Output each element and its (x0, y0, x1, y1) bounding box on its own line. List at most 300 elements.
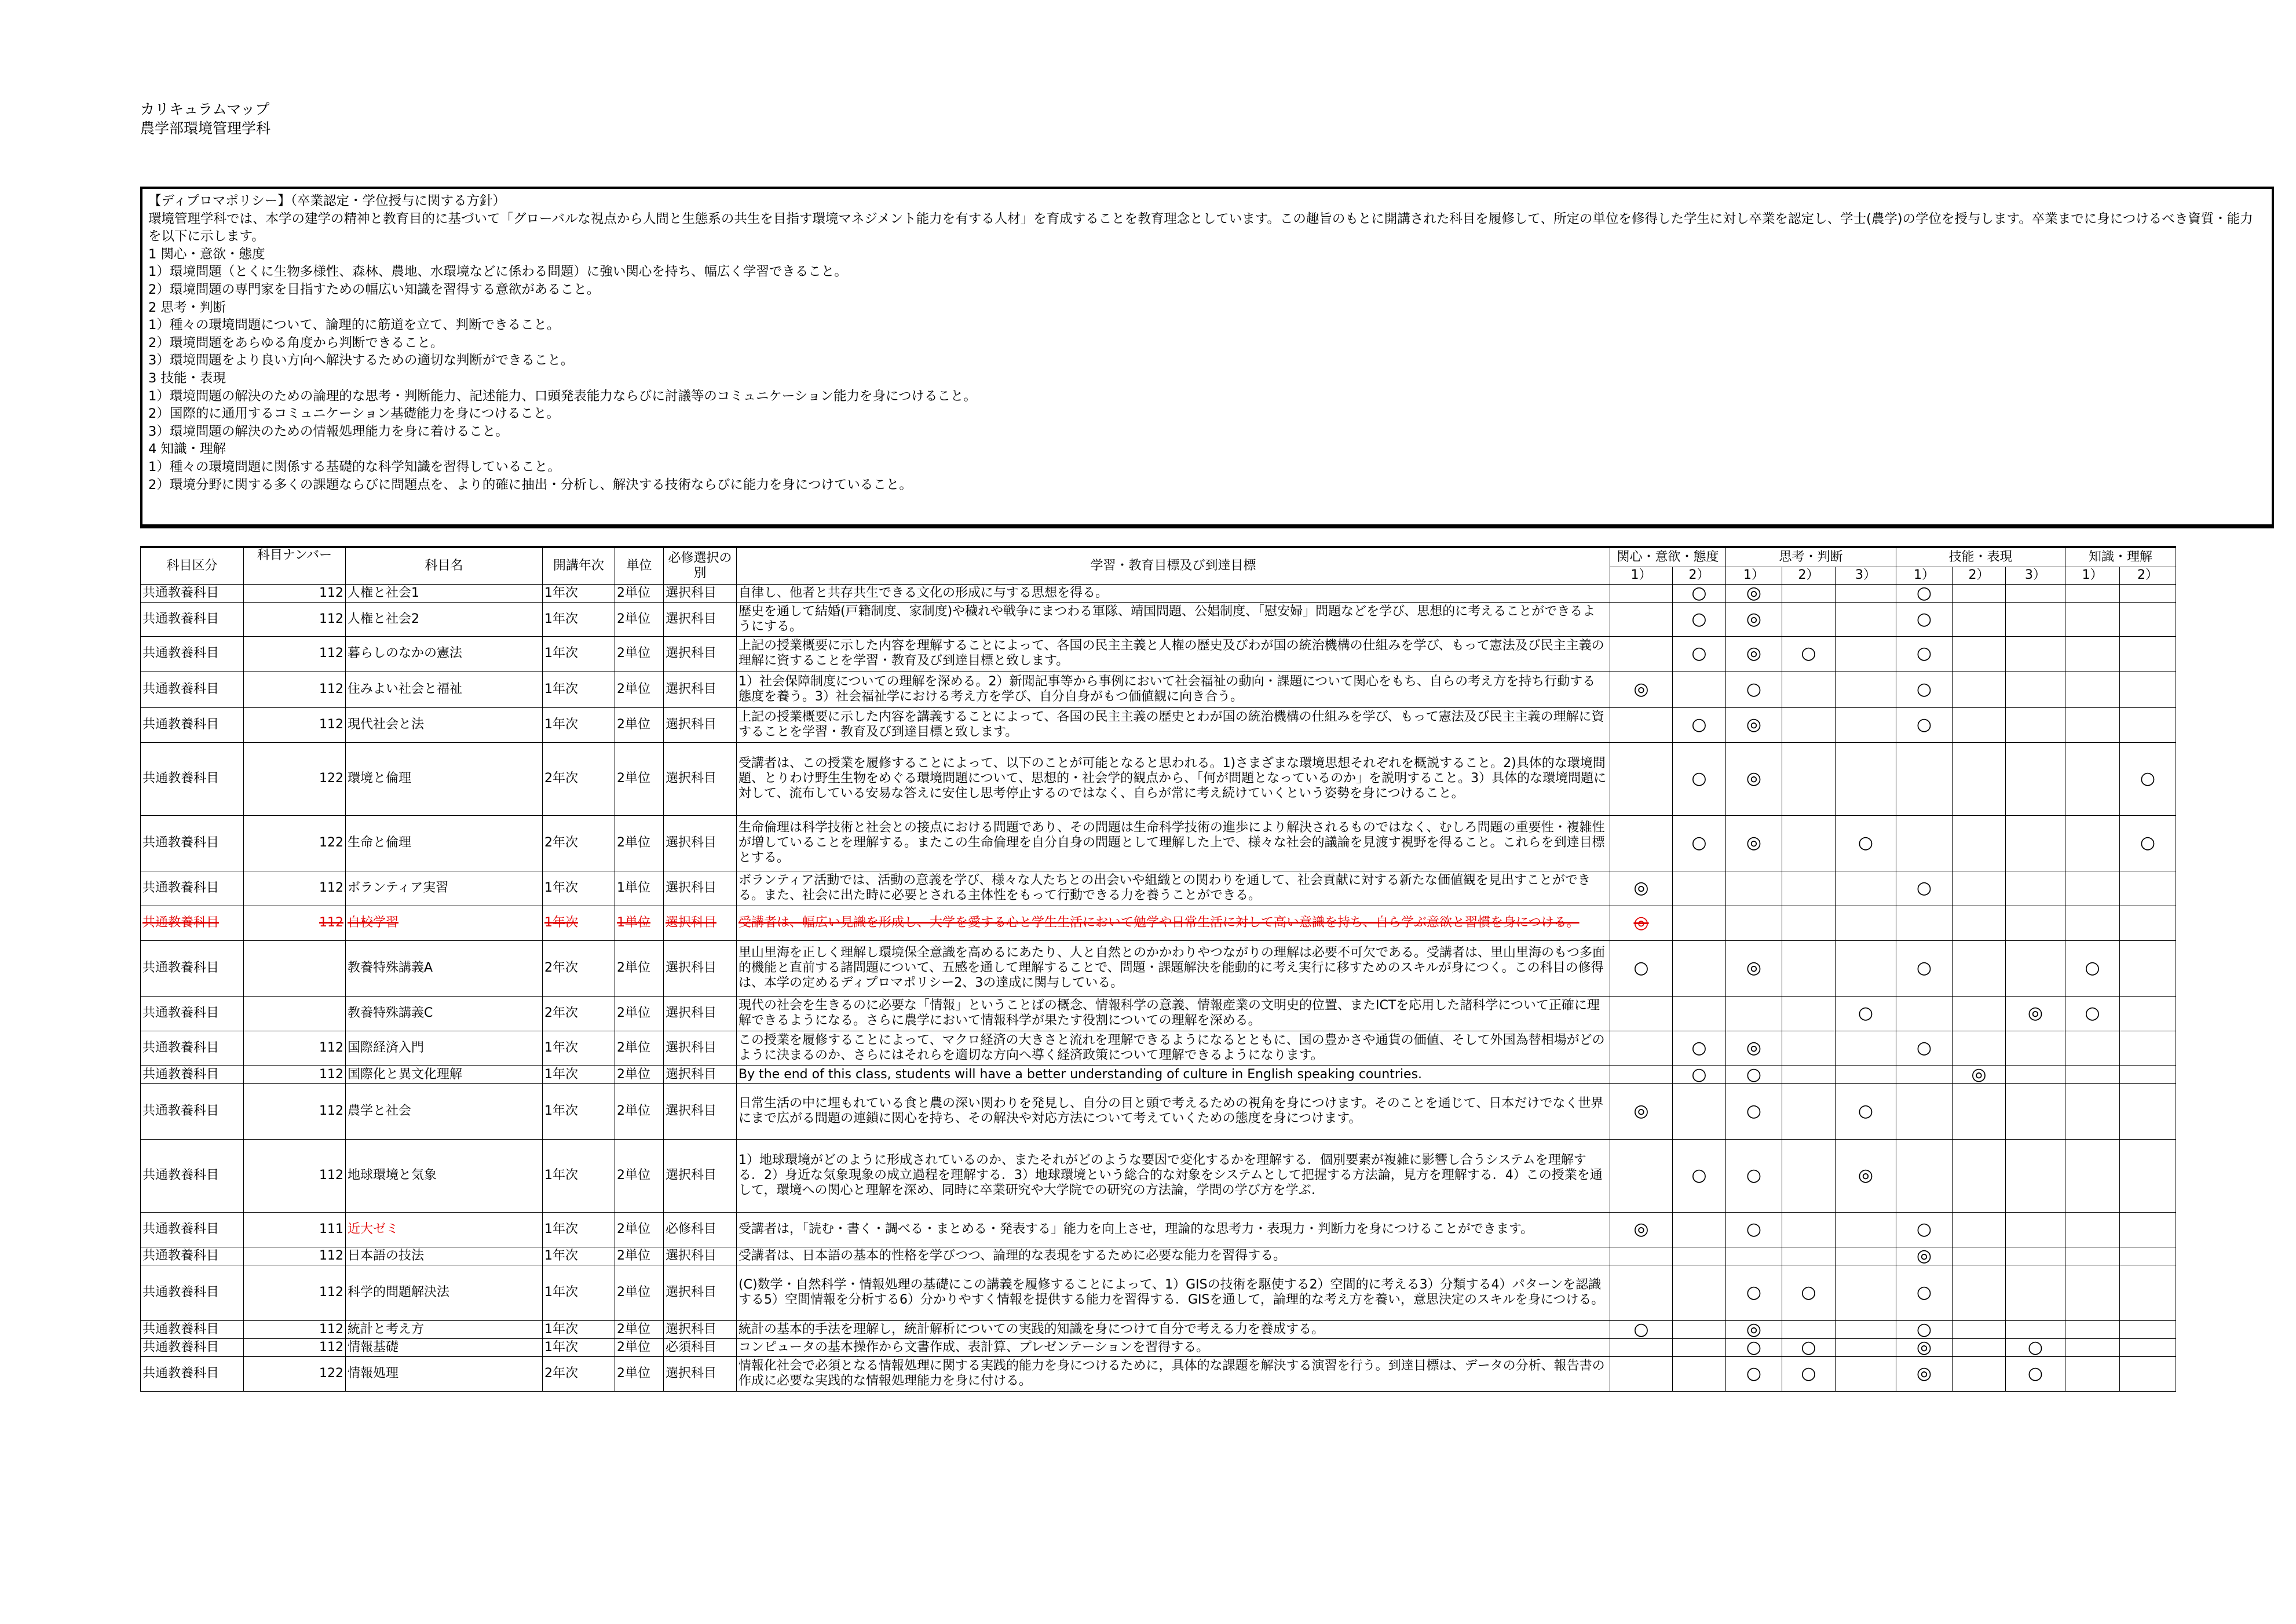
cell-mark (2065, 1065, 2120, 1083)
cell-name: 暮らしのなかの憲法 (346, 636, 543, 671)
header-sub-item: 1） (2065, 567, 2120, 584)
cell-mark (2065, 742, 2120, 815)
cell-mark (2006, 1065, 2065, 1083)
cell-credits: 2単位 (615, 940, 664, 996)
cell-number: 112 (244, 671, 346, 707)
cell-mark: ○ (1896, 636, 1953, 671)
cell-division: 共通教養科目 (141, 707, 244, 742)
policy-line: 1）種々の環境問題に関係する基礎的な科学知識を習得していること。 (148, 459, 561, 475)
cell-mark: ◎ (1726, 584, 1782, 602)
cell-mark (2006, 1083, 2065, 1139)
table-row (141, 1247, 2176, 1265)
cell-mark (1673, 871, 1726, 906)
cell-number: 112 (244, 906, 346, 940)
header-credits: 単位 (615, 547, 664, 584)
cell-mark (1610, 1356, 1673, 1391)
cell-mark (2065, 636, 2120, 671)
cell-number: 112 (244, 584, 346, 602)
cell-mark (1836, 906, 1896, 940)
cell-mark (2120, 940, 2176, 996)
cell-number: 112 (244, 1139, 346, 1212)
cell-division: 共通教養科目 (141, 1083, 244, 1139)
cell-credits: 2単位 (615, 1356, 664, 1391)
cell-mark: ○ (2120, 815, 2176, 871)
cell-credits: 2単位 (615, 742, 664, 815)
cell-mark (2065, 1247, 2120, 1265)
cell-name: 近大ゼミ (346, 1212, 543, 1247)
table-row (141, 1320, 2176, 1338)
cell-mark (2006, 1320, 2065, 1338)
cell-credits: 2単位 (615, 996, 664, 1031)
cell-mark (2006, 584, 2065, 602)
cell-number: 111 (244, 1212, 346, 1247)
cell-mark: ○ (1896, 1212, 1953, 1247)
cell-mark: ○ (1896, 871, 1953, 906)
cell-required: 選択科目 (664, 636, 737, 671)
cell-goal: コンピュータの基本操作から文書作成、表計算、プレゼンテーションを習得する。 (737, 1338, 1610, 1356)
cell-mark (1836, 1338, 1896, 1356)
cell-mark (1953, 1356, 2006, 1391)
cell-number: 112 (244, 1338, 346, 1356)
cell-mark (1782, 742, 1836, 815)
cell-year: 1年次 (543, 602, 615, 636)
header-sub-item: 3） (2006, 567, 2065, 584)
cell-mark (1953, 815, 2006, 871)
header-sub-item: 2） (1673, 567, 1726, 584)
cell-required: 選択科目 (664, 671, 737, 707)
cell-number: 122 (244, 815, 346, 871)
cell-mark: ○ (1726, 1065, 1782, 1083)
cell-goal: 受講者は、日本語の基本的性格を学びつつ、論理的な表現をするために必要な能力を習得する。 (737, 1247, 1610, 1265)
cell-goal: By the end of this class, students will have a better understanding of culture in English speaking countries. (737, 1065, 1610, 1083)
cell-mark (1953, 906, 2006, 940)
cell-mark (1782, 996, 1836, 1031)
cell-goal: 統計の基本的手法を理解し，統計解析についての実践的知識を身につけて自分で考える力を養成する。 (737, 1320, 1610, 1338)
cell-mark (1782, 602, 1836, 636)
cell-name: 教養特殊講義C (346, 996, 543, 1031)
cell-mark (1782, 940, 1836, 996)
cell-goal: (C)数学・自然科学・情報処理の基礎にこの講義を履修することによって、1）GISの技術を駆使する2）空間的に考える3）分類する4）パターンを認識する5）空間情報を分析する6）分かりやすく情報を提供する能力を習得する．GISを通して，論理的な考え方を養い，意思決定のスキルを身につける。 (737, 1265, 1610, 1320)
cell-mark (2065, 1083, 2120, 1139)
cell-mark (1610, 996, 1673, 1031)
page-title-block (140, 100, 270, 138)
cell-mark: ◎ (2006, 996, 2065, 1031)
cell-mark (1782, 584, 1836, 602)
cell-mark (1836, 1247, 1896, 1265)
header-division: 科目区分 (141, 547, 244, 584)
policy-line: 2）環境分野に関する多くの課題ならびに問題点を、より的確に抽出・分析し、解決する技術ならびに能力を身につけていること。 (148, 477, 912, 492)
cell-mark (1836, 1031, 1896, 1065)
cell-mark (2120, 1320, 2176, 1338)
table-row (141, 1031, 2176, 1065)
cell-number: 112 (244, 871, 346, 906)
cell-name: 自校学習 (346, 906, 543, 940)
cell-division: 共通教養科目 (141, 584, 244, 602)
cell-required: 選択科目 (664, 1065, 737, 1083)
cell-number: 112 (244, 1320, 346, 1338)
header-sub-item: 1） (1726, 567, 1782, 584)
cell-mark (2120, 1212, 2176, 1247)
cell-mark: ◎ (1726, 707, 1782, 742)
header-sub-item: 2） (1953, 567, 2006, 584)
cell-mark: ◎ (1896, 1356, 1953, 1391)
policy-line: 2）環境問題の専門家を目指すための幅広い知識を習得する意欲があること。 (148, 282, 600, 297)
cell-mark: ◎ (1896, 1247, 1953, 1265)
header-sub-item: 2） (2120, 567, 2176, 584)
cell-mark (1836, 671, 1896, 707)
cell-goal: 受講者は、この授業を履修することによって、以下のことが可能となると思われる。1)さまざまな環境思想それぞれを概説すること。2)具体的な環境問題、とりわけ野生生物をめぐる環境問題について、思想的・社会学的観点から、「何が問題となっているのか」を説明すること。3）具体的な環境問題に対して、流布している安易な答えに安住し思考停止するのではなく、自らが常に考え続けていくという姿勢を身につけること。 (737, 742, 1610, 815)
cell-mark (2120, 871, 2176, 906)
title-department: 農学部環境管理学科 (140, 120, 271, 137)
cell-mark: ○ (1782, 1356, 1836, 1391)
cell-mark: ○ (2120, 742, 2176, 815)
cell-goal: 情報化社会で必須となる情報処理に関する実践的能力を身につけるために，具体的な課題を解決する演習を行う。到達目標は、データの分析、報告書の作成に必要な実践的な情報処理能力を身に付ける。 (737, 1356, 1610, 1391)
cell-mark: ○ (1673, 602, 1726, 636)
cell-required: 選択科目 (664, 584, 737, 602)
cell-goal: 歴史を通して結婚(戸籍制度、家制度)や穢れや戦争にまつわる軍隊、靖国問題、公娼制度、「慰安婦」問題などを学び、思想的に考えることができるようにする。 (737, 602, 1610, 636)
cell-mark: ◎ (1610, 1212, 1673, 1247)
cell-number: 112 (244, 1247, 346, 1265)
cell-division: 共通教養科目 (141, 1247, 244, 1265)
table-row (141, 1065, 2176, 1083)
cell-mark (2065, 707, 2120, 742)
cell-mark: ◎ (1610, 871, 1673, 906)
cell-mark: ○ (1896, 584, 1953, 602)
policy-line: 2）環境問題をあらゆる角度から判断できること。 (148, 335, 444, 351)
cell-mark: ○ (1673, 584, 1726, 602)
cell-goal: ボランティア活動では、活動の意義を学び、様々な人たちとの出会いや組織との関わりを通して、社会貢献に対する新たな価値観を見出すことができる。また、社会に出た時に必要とされる主体性をもって行動できる力を養うことができる。 (737, 871, 1610, 906)
header-required: 必修選択の別 (664, 547, 737, 584)
cell-year: 1年次 (543, 707, 615, 742)
cell-mark (1673, 1356, 1726, 1391)
cell-mark (1673, 940, 1726, 996)
header-name: 科目名 (346, 547, 543, 584)
cell-year: 2年次 (543, 742, 615, 815)
cell-credits: 2単位 (615, 815, 664, 871)
cell-mark (1836, 871, 1896, 906)
cell-mark (1726, 871, 1782, 906)
cell-credits: 2単位 (615, 671, 664, 707)
cell-mark (1610, 815, 1673, 871)
cell-mark: ○ (1896, 1265, 1953, 1320)
cell-name: 農学と社会 (346, 1083, 543, 1139)
cell-goal: 1）社会保障制度についての理解を深める。2）新聞記事等から事例において社会福祉の動向・課題について関心をもち、自らの考え方を持ち行動する態度を養う。3）社会福祉学における考え方を学び、自分自身がもつ価値観に向き合う。 (737, 671, 1610, 707)
cell-mark (2006, 671, 2065, 707)
cell-number: 112 (244, 1031, 346, 1065)
cell-mark (1836, 1356, 1896, 1391)
cell-mark (2006, 707, 2065, 742)
cell-mark (1782, 671, 1836, 707)
cell-required: 選択科目 (664, 815, 737, 871)
cell-mark (1953, 1338, 2006, 1356)
cell-number (244, 940, 346, 996)
cell-goal: 受講者は，「読む・書く・調べる・まとめる・発表する」能力を向上させ，理論的な思考力・表現力・判断力を身につけることができます。 (737, 1212, 1610, 1247)
cell-mark: ◎ (1726, 940, 1782, 996)
header-group-skills: 技能・表現 (1896, 547, 2065, 567)
header-sub-item: 2） (1782, 567, 1836, 584)
cell-mark (1836, 1065, 1896, 1083)
cell-mark (1673, 1083, 1726, 1139)
cell-mark: ◎ (1726, 815, 1782, 871)
cell-name: 人権と社会1 (346, 584, 543, 602)
cell-mark (2120, 1356, 2176, 1391)
cell-goal: 生命倫理は科学技術と社会との接点における問題であり、その問題は生命科学技術の進歩により解決されるものではなく、むしろ問題の重要性・複雑性が増していることを理解する。またこの生命倫理を自分自身の問題として理解した上で、様々な社会的議論を見渡す視野を得ること。これらを到達目標とする。 (737, 815, 1610, 871)
cell-division: 共通教養科目 (141, 1265, 244, 1320)
cell-mark (1836, 1320, 1896, 1338)
cell-mark: ○ (1673, 1065, 1726, 1083)
cell-credits: 1単位 (615, 906, 664, 940)
cell-credits: 2単位 (615, 1212, 664, 1247)
cell-number (244, 996, 346, 1031)
cell-mark: ○ (1782, 1265, 1836, 1320)
cell-mark (1953, 742, 2006, 815)
cell-mark: ○ (1726, 1338, 1782, 1356)
policy-line: 1 関心・意欲・態度 (148, 246, 265, 262)
cell-mark (2065, 671, 2120, 707)
cell-mark: ○ (1673, 1031, 1726, 1065)
table-row (141, 1356, 2176, 1391)
cell-year: 1年次 (543, 906, 615, 940)
cell-mark (2120, 1247, 2176, 1265)
cell-division: 共通教養科目 (141, 1065, 244, 1083)
cell-mark: ○ (1673, 742, 1726, 815)
cell-mark (1673, 906, 1726, 940)
table-row (141, 742, 2176, 815)
table-row (141, 1083, 2176, 1139)
cell-mark (2006, 906, 2065, 940)
cell-credits: 2単位 (615, 1065, 664, 1083)
header-sub-item: 1） (1610, 567, 1673, 584)
cell-year: 1年次 (543, 1065, 615, 1083)
cell-mark (2065, 871, 2120, 906)
cell-mark (1953, 871, 2006, 906)
cell-credits: 2単位 (615, 707, 664, 742)
cell-number: 122 (244, 1356, 346, 1391)
cell-division: 共通教養科目 (141, 636, 244, 671)
cell-mark: ○ (1673, 815, 1726, 871)
table-row (141, 602, 2176, 636)
cell-required: 選択科目 (664, 996, 737, 1031)
cell-mark: ◎ (1726, 636, 1782, 671)
cell-mark (2120, 1338, 2176, 1356)
cell-mark (1673, 1247, 1726, 1265)
cell-name: 情報処理 (346, 1356, 543, 1391)
cell-mark (1673, 1320, 1726, 1338)
cell-year: 1年次 (543, 1212, 615, 1247)
policy-line: 4 知識・理解 (148, 441, 226, 457)
cell-mark (1953, 1031, 2006, 1065)
cell-mark (2120, 1065, 2176, 1083)
cell-name: ボランティア実習 (346, 871, 543, 906)
cell-mark: ○ (1836, 815, 1896, 871)
cell-credits: 2単位 (615, 1265, 664, 1320)
cell-required: 必修科目 (664, 1212, 737, 1247)
cell-required: 選択科目 (664, 1031, 737, 1065)
cell-division: 共通教養科目 (141, 1139, 244, 1212)
cell-mark: ○ (1726, 671, 1782, 707)
cell-mark (1896, 742, 1953, 815)
cell-mark (2120, 1139, 2176, 1212)
table-row (141, 1212, 2176, 1247)
cell-division: 共通教養科目 (141, 996, 244, 1031)
cell-credits: 2単位 (615, 584, 664, 602)
cell-year: 1年次 (543, 636, 615, 671)
table-row (141, 636, 2176, 671)
cell-mark (1610, 1247, 1673, 1265)
cell-mark (2120, 906, 2176, 940)
cell-division: 共通教養科目 (141, 602, 244, 636)
cell-credits: 2単位 (615, 1247, 664, 1265)
cell-mark (1896, 815, 1953, 871)
cell-mark: ○ (1726, 1356, 1782, 1391)
cell-mark (2006, 1247, 2065, 1265)
cell-mark (2065, 1356, 2120, 1391)
cell-mark (1782, 1139, 1836, 1212)
cell-mark (1953, 940, 2006, 996)
cell-mark (2065, 906, 2120, 940)
cell-required: 選択科目 (664, 1139, 737, 1212)
cell-year: 2年次 (543, 815, 615, 871)
cell-year: 2年次 (543, 996, 615, 1031)
cell-mark: ○ (1726, 1139, 1782, 1212)
cell-mark (1953, 1083, 2006, 1139)
cell-mark (1953, 707, 2006, 742)
cell-year: 1年次 (543, 1247, 615, 1265)
policy-line: 3）環境問題の解決のための情報処理能力を身に着けること。 (148, 424, 509, 439)
cell-mark: ○ (1610, 1320, 1673, 1338)
cell-mark: ◎ (1953, 1065, 2006, 1083)
cell-mark (2120, 671, 2176, 707)
cell-mark (1610, 1265, 1673, 1320)
cell-year: 1年次 (543, 1320, 615, 1338)
cell-goal: 受講者は、幅広い見識を形成し、大学を愛する心と学生生活において勉学や日常生活に対して高い意識を持ち、自ら学ぶ意欲と習慣を身につける。 (737, 906, 1610, 940)
cell-mark (1782, 871, 1836, 906)
cell-mark: ○ (1896, 602, 1953, 636)
cell-mark (1610, 1065, 1673, 1083)
cell-goal: 日常生活の中に埋もれている食と農の深い関わりを発見し、自分の目と頭で考えるための視角を身につけます。そのことを通じて、日本だけでなく世界にまで広がる問題の連鎖に関心を持ち、その解決や対応方法について考えていくための態度を身につけます。 (737, 1083, 1610, 1139)
cell-mark (1953, 636, 2006, 671)
cell-number: 112 (244, 1265, 346, 1320)
cell-mark (2006, 1139, 2065, 1212)
table-row (141, 1338, 2176, 1356)
cell-mark (2065, 584, 2120, 602)
cell-mark (1953, 602, 2006, 636)
cell-mark (1896, 996, 1953, 1031)
cell-mark (1953, 1247, 2006, 1265)
cell-credits: 2単位 (615, 636, 664, 671)
cell-required: 選択科目 (664, 871, 737, 906)
cell-mark (2006, 1212, 2065, 1247)
cell-required: 選択科目 (664, 1356, 737, 1391)
cell-name: 住みよい社会と福祉 (346, 671, 543, 707)
cell-mark: ○ (2065, 996, 2120, 1031)
cell-mark: ○ (1782, 636, 1836, 671)
cell-mark (2120, 707, 2176, 742)
cell-mark (2065, 1031, 2120, 1065)
cell-mark (2065, 1338, 2120, 1356)
cell-mark (1782, 815, 1836, 871)
cell-mark (2065, 1320, 2120, 1338)
policy-line: 1）環境問題の解決のための論理的な思考・判断能力、記述能力、口頭発表能力ならびに討議等のコミュニケーション能力を身につけること。 (148, 388, 977, 404)
header-year: 開講年次 (543, 547, 615, 584)
cell-mark (1610, 1338, 1673, 1356)
cell-number: 112 (244, 636, 346, 671)
cell-year: 1年次 (543, 1265, 615, 1320)
cell-mark (1836, 602, 1896, 636)
cell-division: 共通教養科目 (141, 1356, 244, 1391)
cell-mark (1953, 1265, 2006, 1320)
cell-mark (2006, 1265, 2065, 1320)
cell-mark (1836, 1265, 1896, 1320)
cell-mark: ○ (1673, 707, 1726, 742)
cell-mark: ○ (1896, 1031, 1953, 1065)
cell-goal: 1）地球環境がどのように形成されているのか、またそれがどのような要因で変化するかを理解する．個別要素が複雑に影響し合うシステムを理解する．2）身近な気象現象の成立過程を理解する．3）地球環境という総合的な対象をシステムとして把握する方法論，見方を理解する．4）この授業を通して，環境への関心と理解を深め、同時に卒業研究や大学院での研究の方法論，学問の学び方を学ぶ． (737, 1139, 1610, 1212)
cell-division: 共通教養科目 (141, 815, 244, 871)
cell-mark (2120, 602, 2176, 636)
cell-mark: ○ (1896, 671, 1953, 707)
cell-mark: ◎ (1836, 1139, 1896, 1212)
cell-name: 科学的問題解決法 (346, 1265, 543, 1320)
cell-mark (1953, 1139, 2006, 1212)
cell-mark (1726, 996, 1782, 1031)
cell-mark (1953, 1212, 2006, 1247)
cell-name: 環境と倫理 (346, 742, 543, 815)
policy-line: 2 思考・判断 (148, 300, 226, 315)
cell-required: 必須科目 (664, 1338, 737, 1356)
cell-division: 共通教養科目 (141, 1212, 244, 1247)
cell-name: 統計と考え方 (346, 1320, 543, 1338)
cell-number: 112 (244, 1065, 346, 1083)
cell-mark: ◎ (1726, 602, 1782, 636)
cell-mark: ○ (2006, 1338, 2065, 1356)
cell-division: 共通教養科目 (141, 871, 244, 906)
cell-mark (1782, 1320, 1836, 1338)
cell-mark (2120, 636, 2176, 671)
cell-mark (2006, 602, 2065, 636)
cell-mark (1610, 742, 1673, 815)
cell-year: 1年次 (543, 1139, 615, 1212)
policy-line: 2）国際的に通用するコミュニケーション基礎能力を身につけること。 (148, 406, 560, 422)
cell-mark (1896, 1139, 1953, 1212)
header-sub-item: 1） (1896, 567, 1953, 584)
cell-mark (2120, 996, 2176, 1031)
cell-mark (1896, 1065, 1953, 1083)
policy-line: 1）環境問題（とくに生物多様性、森林、農地、水環境などに係わる問題）に強い関心を持ち、幅広く学習できること。 (148, 264, 847, 280)
cell-mark (1726, 906, 1782, 940)
cell-mark (1953, 584, 2006, 602)
cell-mark (2006, 871, 2065, 906)
title-curriculum-map: カリキュラムマップ (140, 101, 270, 118)
cell-mark: ○ (1726, 1212, 1782, 1247)
cell-mark (1953, 1320, 2006, 1338)
cell-year: 2年次 (543, 1356, 615, 1391)
cell-mark: ◎ (1726, 742, 1782, 815)
cell-goal: 自律し、他者と共存共生できる文化の形成に与する思想を得る。 (737, 584, 1610, 602)
cell-number: 112 (244, 602, 346, 636)
cell-mark (2006, 1031, 2065, 1065)
table-row (141, 906, 2176, 940)
cell-goal: 現代の社会を生きるのに必要な「情報」ということばの概念、情報科学の意義、情報産業の文明史的位置、またICTを応用した諸科学について正確に理解できるようになる。さらに農学において情報科学が果たす役割についての理解を深める。 (737, 996, 1610, 1031)
cell-goal: 里山里海を正しく理解し環境保全意識を高めるにあたり、人と自然とのかかわりやつながりの理解は必要不可欠である。受講者は、里山里海のもつ多面的機能と直前する諸問題について、五感を通して理解することで、問題・課題解決を能動的に考え実行に移すためのスキルが身につく。この科目の修得は、本学の定めるディプロマポリシー2、3の達成に関与している。 (737, 940, 1610, 996)
cell-required: 選択科目 (664, 742, 737, 815)
cell-name: 情報基礎 (346, 1338, 543, 1356)
cell-name: 生命と倫理 (346, 815, 543, 871)
cell-mark: ◎ (1610, 1083, 1673, 1139)
cell-mark (2120, 584, 2176, 602)
table-row (141, 871, 2176, 906)
policy-line: 【ディプロマポリシー】（卒業認定・学位授与に関する方針） (148, 194, 506, 209)
table-row (141, 996, 2176, 1031)
